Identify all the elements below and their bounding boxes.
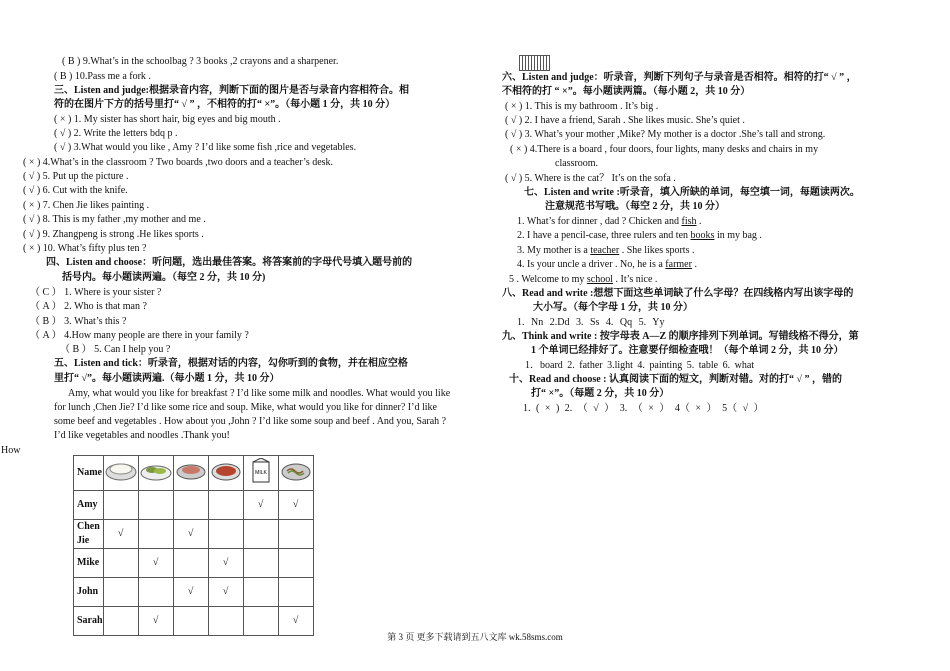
fill-item bbox=[517, 244, 694, 258]
fill-text: . She likes sports . bbox=[619, 245, 695, 256]
q-item: ( × ) 4.There is a board , four doors, four lights, many desks and chairs in my bbox=[510, 144, 819, 155]
tick-cell bbox=[103, 549, 138, 578]
milk-label: MILK bbox=[254, 469, 267, 476]
tick-cell: √ bbox=[208, 578, 243, 607]
q-item: ( × ) 1. This is my bathroom . It’s big . bbox=[505, 101, 659, 112]
part7-title: 七、Listen and write :听录音，填入所缺的单词，每空填一词，每题读两次。 bbox=[524, 187, 860, 198]
q-item: ( √ ) 3.What would you like , Amy ? I’d like some fish ,rice and vegetables. bbox=[54, 142, 357, 153]
beef-icon bbox=[208, 456, 243, 491]
part3-title: 三、Listen and judge:根据录音内容，判断下面的图片是否与录音内容相符合。相 bbox=[54, 85, 410, 96]
fill-answer: school bbox=[586, 274, 613, 285]
part9-title: 九、Think and write : 按字母表 A—Z 的顺序排列下列单词。写错线格不得分，第 bbox=[502, 331, 859, 342]
part10-answers: 1. ( × ) 2. （ √ ） 3. （ × ） 4（ × ） 5（ √ ） bbox=[523, 403, 764, 414]
blank-grid bbox=[519, 55, 550, 71]
part7-title-cont: 注意规范书写哦。（每空 2 分，共 10 分） bbox=[545, 201, 725, 212]
fill-item bbox=[517, 258, 697, 272]
tick-cell bbox=[208, 520, 243, 549]
part10-title-cont: 打“ ×”。（每题 2 分，共 10 分） bbox=[531, 388, 670, 399]
q-item: ( × ) 7. Chen Jie likes painting . bbox=[23, 200, 150, 211]
part8-title-cont: 大小写。（每个字母 1 分，共 10 分） bbox=[533, 302, 693, 313]
soup-icon bbox=[173, 456, 208, 491]
part6-title: 六、Listen and judge：听录音，判断下列句子与录音是否相符。相符的打“ √ ” ， bbox=[502, 72, 857, 83]
q-item: ( √ ) 3. What’s your mother ,Mike? My mother is a doctor .She’s tall and strong. bbox=[505, 129, 826, 140]
q-item: ( √ ) 6. Cut with the knife. bbox=[23, 185, 128, 196]
food-tick-table bbox=[73, 455, 314, 636]
fill-text: 3. My mother is a bbox=[517, 245, 591, 256]
student-name: Amy bbox=[74, 491, 104, 520]
tick-cell bbox=[243, 520, 278, 549]
q-item: ( √ ) 2. I have a friend, Sarah . She likes music. She’s quiet . bbox=[505, 115, 745, 126]
tick-cell bbox=[173, 549, 208, 578]
table-row bbox=[74, 491, 314, 520]
table-header-name: Name bbox=[74, 456, 104, 491]
listening-passage: Amy, what would you like for breakfast ? I’d like some milk and noodles. What would you like for lunch ,Chen Jie? I’d like some rice and soup. Mike, what would you like for dinner? I’d like some beef and vegetables . How about you ,John ? I’d like some soup and beef . And you, Sarah ? I’d like vegetables and noodles .Thank you! bbox=[54, 388, 451, 441]
q-item: （ B ） 3. What’s this ? bbox=[30, 316, 127, 327]
tick-cell: √ bbox=[243, 491, 278, 520]
q-item: ( B ) 9.What’s in the schoolbag ? 3 books ,2 crayons and a sharpener. bbox=[62, 56, 339, 67]
part5-title: 五、Listen and tick：听录音，根据对话的内容，勾你听到的食物，并在相应空格 bbox=[54, 358, 408, 369]
fill-answer: fish bbox=[681, 216, 697, 227]
table-row bbox=[74, 520, 314, 549]
table-row bbox=[74, 549, 314, 578]
fill-text: in my bag . bbox=[714, 230, 762, 241]
fill-text: 5 . Welcome to my bbox=[509, 274, 587, 285]
fill-text: . bbox=[696, 216, 702, 227]
student-name: Sarah bbox=[74, 607, 104, 636]
part4-title-cont: 括号内。每小题读两遍。（每空 2 分，共 10 分) bbox=[62, 272, 266, 283]
part5-title-cont: 里打“ √”。每小题读两遍.（每小题 1 分，共 10 分） bbox=[54, 373, 280, 384]
q-item: ( √ ) 9. Zhangpeng is strong .He likes sports . bbox=[23, 229, 204, 240]
q-item: （ B ） 5. Can I help you ? bbox=[60, 344, 171, 355]
student-name: Mike bbox=[74, 549, 104, 578]
q-item: ( × ) 1. My sister has short hair, big eyes and big mouth . bbox=[54, 114, 281, 125]
tick-cell: √ bbox=[173, 520, 208, 549]
part10-title: 十、Read and choose : 认真阅读下面的短文，判断对错。对的打“ √ ” ，错的 bbox=[509, 374, 842, 385]
tick-cell: √ bbox=[138, 549, 173, 578]
tick-cell: √ bbox=[278, 607, 313, 636]
tick-cell: √ bbox=[138, 607, 173, 636]
q-item: ( B ) 10.Pass me a fork . bbox=[54, 71, 151, 82]
q-item: ( × ) 10. What’s fifty plus ten ? bbox=[23, 243, 147, 254]
page-footer: 第 3 页 更多下载请到五八文库 wk.58sms.com bbox=[387, 632, 563, 642]
tick-cell bbox=[138, 491, 173, 520]
fill-text: 4. Is your uncle a driver . No, he is a bbox=[517, 259, 666, 270]
tick-cell bbox=[103, 491, 138, 520]
table-row bbox=[74, 578, 314, 607]
q-item: （ C ） 1. Where is your sister ? bbox=[30, 287, 162, 298]
fill-answer: books bbox=[690, 230, 715, 241]
tick-cell: √ bbox=[208, 549, 243, 578]
vegetables-icon bbox=[138, 456, 173, 491]
noodles-icon bbox=[278, 456, 313, 491]
q-item: ( × ) 4.What’s in the classroom ? Two boards ,two doors and a teacher’s desk. bbox=[23, 157, 334, 168]
tick-cell: √ bbox=[278, 491, 313, 520]
tick-cell: √ bbox=[173, 578, 208, 607]
tick-cell bbox=[278, 549, 313, 578]
tick-cell bbox=[138, 578, 173, 607]
q-item: ( √ ) 5. Put up the picture . bbox=[23, 171, 129, 182]
part8-answers: 1. Nn 2.Dd 3. Ss 4. Qq 5. Yy bbox=[517, 317, 665, 328]
fill-text: 2. I have a pencil-case, three rulers and ten bbox=[517, 230, 691, 241]
fill-text: . It’s nice . bbox=[613, 274, 658, 285]
stray-word: How bbox=[1, 445, 21, 456]
part9-answers: 1．board 2. father 3.light 4. painting 5. table 6. what bbox=[525, 360, 755, 371]
q-item: ( √ ) 5. Where is the cat？ It’s on the sofa . bbox=[505, 173, 676, 184]
tick-cell bbox=[173, 491, 208, 520]
q-item-cont: classroom. bbox=[555, 158, 599, 169]
tick-cell: √ bbox=[103, 520, 138, 549]
q-item: （ A ） 2. Who is that man ? bbox=[30, 301, 147, 312]
student-name: John bbox=[74, 578, 104, 607]
fill-text: 1. What’s for dinner , dad ? Chicken and bbox=[517, 216, 682, 227]
tick-cell bbox=[243, 578, 278, 607]
tick-cell bbox=[243, 549, 278, 578]
rice-icon bbox=[103, 456, 138, 491]
part8-title: 八、Read and write :想想下面这些单词缺了什么字母？在四线格内写出该字母的 bbox=[502, 288, 854, 299]
q-item: ( √ ) 2. Write the letters bdq p . bbox=[54, 128, 178, 139]
fill-text: . bbox=[691, 259, 697, 270]
fill-item bbox=[517, 229, 762, 243]
fill-answer: teacher bbox=[590, 245, 620, 256]
fill-item bbox=[517, 215, 702, 229]
q-item: ( √ ) 8. This is my father ,my mother and me . bbox=[23, 214, 206, 225]
tick-cell bbox=[208, 491, 243, 520]
fill-answer: farmer bbox=[665, 259, 692, 270]
q-item: （ A ） 4.How many people are there in your family ? bbox=[30, 330, 249, 341]
part4-title: 四、Listen and choose：听问题，选出最佳答案。将答案前的字母代号填入题号前的 bbox=[46, 257, 413, 268]
student-name: Chen Jie bbox=[74, 520, 104, 549]
part6-title-cont: 不相符的打 “ ×”。每小题读两篇。（每小题 2，共 10 分） bbox=[502, 86, 751, 97]
tick-cell bbox=[138, 520, 173, 549]
tick-cell bbox=[278, 520, 313, 549]
tick-cell bbox=[278, 578, 313, 607]
fill-item bbox=[509, 273, 657, 287]
milk-icon bbox=[243, 456, 278, 491]
tick-cell bbox=[103, 578, 138, 607]
part3-title-cont: 符的在图片下方的括号里打“ √ ” ，不相符的打“ ×”。（每小题 1 分，共 10 分） bbox=[54, 99, 396, 110]
part9-title-cont: 1 个单词已经排好了。注意要仔细检查哦！（每个单词 2 分，共 10 分） bbox=[531, 345, 844, 356]
